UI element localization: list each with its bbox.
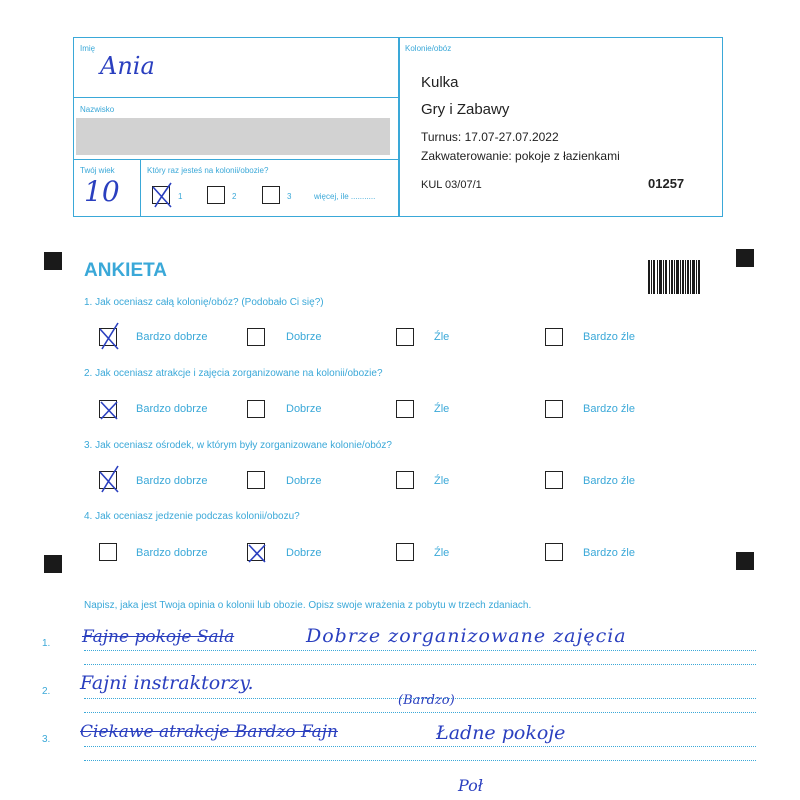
times-checkbox-2[interactable] xyxy=(207,186,225,204)
alignment-marker-mid-right xyxy=(736,552,754,570)
opinion-line-3-b xyxy=(84,760,756,761)
line-number-3: 3. xyxy=(42,734,51,745)
times-checkbox-1[interactable] xyxy=(152,186,170,204)
q2-option-zle: Źle xyxy=(434,403,450,415)
accommodation: Zakwaterowanie: pokoje z łazienkami xyxy=(421,149,620,163)
q1-option-bardzo-dobrze: Bardzo dobrze xyxy=(136,331,208,343)
q1-option-zle: Źle xyxy=(434,331,450,343)
q1-option-zle-checkbox[interactable] xyxy=(396,328,414,346)
camp-subtitle: Gry i Zabawy xyxy=(421,101,510,118)
opinion-line-3-struck-text: Ciekawe atrakcje Bardzo Fajn xyxy=(80,722,338,742)
form-number: 01257 xyxy=(648,176,685,191)
alignment-marker-top-left xyxy=(44,252,62,270)
camp-code: KUL 03/07/1 xyxy=(421,179,482,191)
turnus: Turnus: 17.07-27.07.2022 xyxy=(421,130,559,144)
opinion-line-1-text[interactable]: Dobrze zorganizowane zajęcia xyxy=(306,625,627,647)
name-divider xyxy=(73,97,400,98)
q1-option-bardzo-zle: Bardzo źle xyxy=(583,331,635,343)
q3-option-bardzo-dobrze-checkbox[interactable] xyxy=(99,471,117,489)
name-label: Imię xyxy=(80,44,96,53)
q3-option-zle-checkbox[interactable] xyxy=(396,471,414,489)
camp-name: Kulka xyxy=(421,74,459,91)
q4-option-bardzo-zle: Bardzo źle xyxy=(583,547,635,559)
age-value[interactable]: 10 xyxy=(84,175,120,208)
q4-option-bardzo-zle-checkbox[interactable] xyxy=(545,543,563,561)
opinion-line-3-struck xyxy=(80,722,338,742)
line-number-1: 1. xyxy=(42,638,51,649)
times-more-label: więcej, ile ........... xyxy=(314,192,376,201)
q4-option-zle-checkbox[interactable] xyxy=(396,543,414,561)
question-4-text: 4. Jak oceniasz jedzenie podczas kolonii/obozu? xyxy=(84,511,300,522)
times-option-1: 1 xyxy=(178,192,183,201)
question-1-text: 1. Jak oceniasz całą kolonię/obóz? (Podobało Ci się?) xyxy=(84,297,324,308)
times-checkbox-3[interactable] xyxy=(262,186,280,204)
age-vertical-divider xyxy=(140,159,141,216)
q4-option-bardzo-dobrze-checkbox[interactable] xyxy=(99,543,117,561)
opinion-line-1 xyxy=(84,650,756,651)
q1-option-bardzo-dobrze-checkbox[interactable] xyxy=(99,328,117,346)
alignment-marker-mid-left xyxy=(44,555,62,573)
opinion-line-3-text[interactable]: Ładne pokoje xyxy=(436,722,566,744)
q2-option-bardzo-dobrze-checkbox[interactable] xyxy=(99,400,117,418)
q4-option-bardzo-dobrze: Bardzo dobrze xyxy=(136,547,208,559)
q2-option-dobrze: Dobrze xyxy=(286,403,322,415)
opinion-prompt: Napisz, jaka jest Twoja opinia o kolonii lub obozie. Opisz swoje wrażenia z pobytu w trzech zdaniach. xyxy=(84,600,532,611)
line-number-2: 2. xyxy=(42,686,51,697)
q1-option-dobrze: Dobrze xyxy=(286,331,322,343)
q4-option-dobrze: Dobrze xyxy=(286,547,322,559)
q3-option-bardzo-dobrze: Bardzo dobrze xyxy=(136,475,208,487)
q1-option-bardzo-zle-checkbox[interactable] xyxy=(545,328,563,346)
camp-label: Kolonie/obóz xyxy=(405,44,452,53)
q3-option-zle: Źle xyxy=(434,475,450,487)
name-value[interactable]: Ania xyxy=(100,52,155,80)
opinion-line-2-b xyxy=(84,712,756,713)
times-option-3: 3 xyxy=(287,192,292,201)
times-label: Który raz jesteś na kolonii/obozie? xyxy=(147,166,269,175)
q4-option-dobrze-checkbox[interactable] xyxy=(247,543,265,561)
question-3-text: 3. Jak oceniasz ośrodek, w którym były zorganizowane kolonie/obóz? xyxy=(84,440,392,451)
q2-option-bardzo-zle-checkbox[interactable] xyxy=(545,400,563,418)
opinion-line-1-struck xyxy=(82,627,234,647)
q2-option-bardzo-zle: Bardzo źle xyxy=(583,403,635,415)
opinion-line-3 xyxy=(84,746,756,747)
q3-option-bardzo-zle: Bardzo źle xyxy=(583,475,635,487)
q2-option-dobrze-checkbox[interactable] xyxy=(247,400,265,418)
opinion-line-3-above: (Bardzo) xyxy=(398,693,455,708)
question-2-text: 2. Jak oceniasz atrakcje i zajęcia zorganizowane na kolonii/obozie? xyxy=(84,368,383,379)
q4-option-zle: Źle xyxy=(434,547,450,559)
opinion-line-2-text[interactable]: Fajni instraktorzy. xyxy=(80,672,254,694)
q1-option-dobrze-checkbox[interactable] xyxy=(247,328,265,346)
bottom-handwritten-note: Poł xyxy=(458,776,483,795)
age-divider xyxy=(73,159,400,160)
opinion-line-1-b xyxy=(84,664,756,665)
surname-label: Nazwisko xyxy=(80,105,115,114)
q2-option-bardzo-dobrze: Bardzo dobrze xyxy=(136,403,208,415)
q3-option-dobrze: Dobrze xyxy=(286,475,322,487)
age-label: Twój wiek xyxy=(80,166,115,175)
survey-title: ANKIETA xyxy=(84,260,168,281)
barcode xyxy=(648,260,700,294)
q3-option-bardzo-zle-checkbox[interactable] xyxy=(545,471,563,489)
q3-option-dobrze-checkbox[interactable] xyxy=(247,471,265,489)
alignment-marker-top-right xyxy=(736,249,754,267)
opinion-line-1-struck-text: Fajne pokoje Sala xyxy=(82,627,235,647)
times-option-2: 2 xyxy=(232,192,237,201)
surname-redaction xyxy=(76,118,390,155)
q2-option-zle-checkbox[interactable] xyxy=(396,400,414,418)
